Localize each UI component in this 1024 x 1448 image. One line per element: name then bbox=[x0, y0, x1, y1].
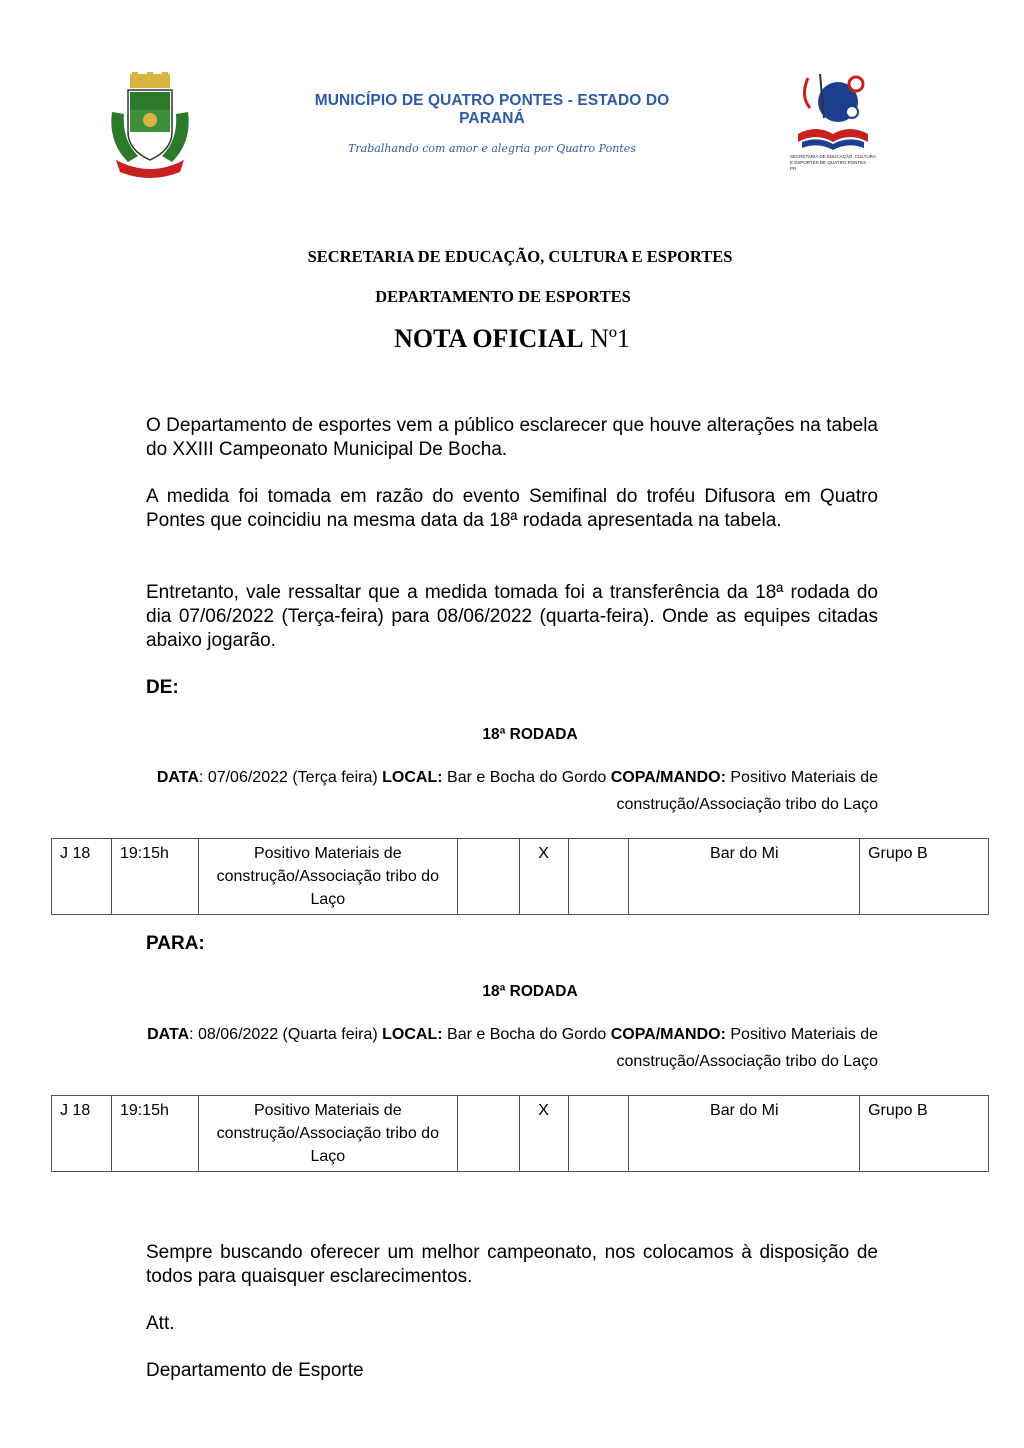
paragraph-1: O Departamento de esportes vem a público esclarecer que houve alterações na tabela do XXIII Campeonato Municipal De Bocha. bbox=[146, 415, 878, 460]
regards: Att. bbox=[146, 1313, 175, 1334]
home-team-cell: Positivo Materiais de construção/Associação tribo do Laço bbox=[198, 839, 457, 915]
away-score-cell bbox=[568, 1096, 629, 1172]
paragraph-2: A medida foi tomada em razão do evento Semifinal do troféu Difusora em Quatro Pontes que coincidiu na mesma data da 18ª rodada apresentada na tabela. bbox=[146, 486, 878, 531]
time-cell: 19:15h bbox=[111, 839, 198, 915]
table-row bbox=[52, 839, 989, 915]
location-value: Bar e Bocha do Gordo bbox=[442, 1026, 611, 1043]
official-note-label: NOTA OFICIAL bbox=[394, 324, 584, 353]
time-cell: 19:15h bbox=[111, 1096, 198, 1172]
game-cell: J 18 bbox=[52, 839, 112, 915]
from-label: DE: bbox=[146, 677, 179, 698]
versus-cell: X bbox=[519, 1096, 568, 1172]
cup-label: COPA/MANDO: bbox=[610, 769, 726, 786]
home-team-cell: Positivo Materiais de construção/Associação tribo do Laço bbox=[198, 1096, 457, 1172]
to-label: PARA: bbox=[146, 933, 205, 954]
location-value: Bar e Bocha do Gordo bbox=[442, 769, 611, 786]
paragraph-3: Entretanto, vale ressaltar que a medida tomada foi a transferência da 18ª rodada do dia 07/06/2022 (Terça-feira) para 08/06/2022 (quarta-feira). Onde as equipes citadas abaixo jogarão. bbox=[146, 582, 878, 651]
group-cell: Grupo B bbox=[860, 1096, 989, 1172]
date-label: DATA bbox=[147, 1026, 190, 1043]
home-score-cell bbox=[457, 839, 519, 915]
versus-cell: X bbox=[519, 839, 568, 915]
municipality-heading bbox=[300, 92, 684, 155]
municipality-title: MUNICÍPIO DE QUATRO PONTES - ESTADO DO PARANÁ bbox=[314, 92, 670, 127]
away-team-cell: Bar do Mi bbox=[629, 839, 860, 915]
secretariat-title: SECRETARIA DE EDUCAÇÃO, CULTURA E ESPORTES bbox=[307, 247, 733, 266]
date-value: : 07/06/2022 (Terça feira) bbox=[198, 769, 383, 786]
cup-value: Positivo Materiais de construção/Associação tribo do Laço bbox=[616, 1026, 878, 1070]
games-table-before bbox=[51, 838, 989, 915]
group-cell: Grupo B bbox=[860, 839, 989, 915]
round-title-after: 18ª RODADA bbox=[482, 983, 578, 1000]
location-label: LOCAL: bbox=[382, 769, 443, 786]
municipality-slogan: Trabalhando com amor e alegria por Quatro Pontes bbox=[348, 142, 636, 155]
cup-label: COPA/MANDO: bbox=[610, 1026, 726, 1043]
date-value: : 08/06/2022 (Quarta feira) bbox=[189, 1026, 383, 1043]
round-details-after bbox=[78, 1021, 878, 1075]
table-row bbox=[52, 1096, 989, 1172]
home-score-cell bbox=[457, 1096, 519, 1172]
games-table-after bbox=[51, 1095, 989, 1172]
municipal-crest-icon bbox=[108, 72, 192, 178]
official-note-title bbox=[0, 324, 1024, 354]
closing-paragraph: Sempre buscando oferecer um melhor campeonato, nos colocamos à disposição de todos para quaisquer esclarecimentos. bbox=[146, 1242, 878, 1287]
signature: Departamento de Esporte bbox=[146, 1360, 364, 1381]
game-cell: J 18 bbox=[52, 1096, 112, 1172]
cup-value: Positivo Materiais de construção/Associação tribo do Laço bbox=[616, 769, 878, 813]
date-label: DATA bbox=[156, 769, 199, 786]
away-score-cell bbox=[568, 839, 629, 915]
away-team-cell: Bar do Mi bbox=[629, 1096, 860, 1172]
round-details-before bbox=[78, 764, 878, 818]
letterhead bbox=[0, 60, 1024, 180]
department-title: DEPARTAMENTO DE ESPORTES bbox=[375, 287, 631, 306]
official-note-number: Nº1 bbox=[583, 324, 630, 353]
secretariat-logo-caption: SECRETARIA DE EDUCAÇÃO, CULTURA E ESPORTES DE QUATRO PONTES - PR bbox=[790, 154, 876, 171]
round-title-before: 18ª RODADA bbox=[482, 726, 578, 743]
location-label: LOCAL: bbox=[382, 1026, 443, 1043]
